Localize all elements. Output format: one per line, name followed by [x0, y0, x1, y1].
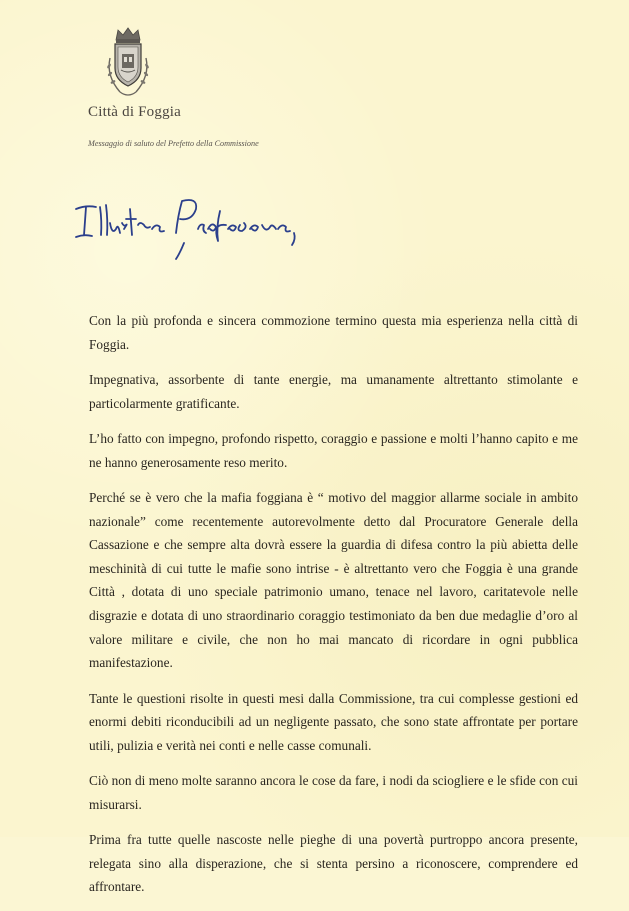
paragraph: Con la più profonda e sincera commozione termino questa mia esperienza nella città di Foggia. — [89, 313, 578, 352]
city-name: Città di Foggia — [88, 104, 181, 120]
paragraph: Tante le questioni risolte in questi mesi dalla Commissione, tra cui complesse gestioni ed enormi debiti riconducibili ad un negligente passato, che sono state affrontate per portare utili, pulizia e verità nei conti e nelle casse comunali. — [89, 690, 578, 753]
city-crest-icon — [100, 26, 156, 104]
paragraph: Ciò non di meno molte saranno ancora le cose da fare, i nodi da sciogliere e le sfide con cui misurarsi. — [89, 773, 578, 812]
paragraph: Perché se è vero che la mafia foggiana è “ motivo del maggior allarme sociale in ambito nazionale” come recentemente autorevolmente detto dal Procuratore Generale della Cassazione e che sempre alta dovrà essere la guardia di difesa contro la più abietta delle meschinità di cui tutte le mafie sono intrise - è altrettanto vero che Foggia è una grande Città , dotata di uno speciale patrimonio umano, tenace nel lavoro, caritatevole nelle disgrazie e dotata di uno straordinario coraggio testimoniato da ben due medaglie d’oro al valore militare e civile, che non ho mai mancato di ricordare in ogni pubblica manifestazione. — [89, 489, 578, 671]
letter-subtitle: Messaggio di saluto del Prefetto della Commissione — [88, 139, 259, 148]
paragraph: Prima fra tutte quelle nascoste nelle pieghe di una povertà purtroppo ancora presente, relegata sino alla disperazione, che si stenta persino a riconoscere, comprendere ed affrontare. — [89, 832, 578, 895]
paragraph: L’ho fatto con impegno, profondo rispetto, coraggio e passione e molti l’hanno capito e me ne hanno generosamente reso merito. — [89, 430, 578, 470]
handwritten-salutation — [72, 193, 302, 263]
letter-body — [89, 309, 578, 911]
paragraph: Impegnativa, assorbente di tante energie, ma umanamente altrettanto stimolante e particolarmente gratificante. — [89, 371, 578, 411]
